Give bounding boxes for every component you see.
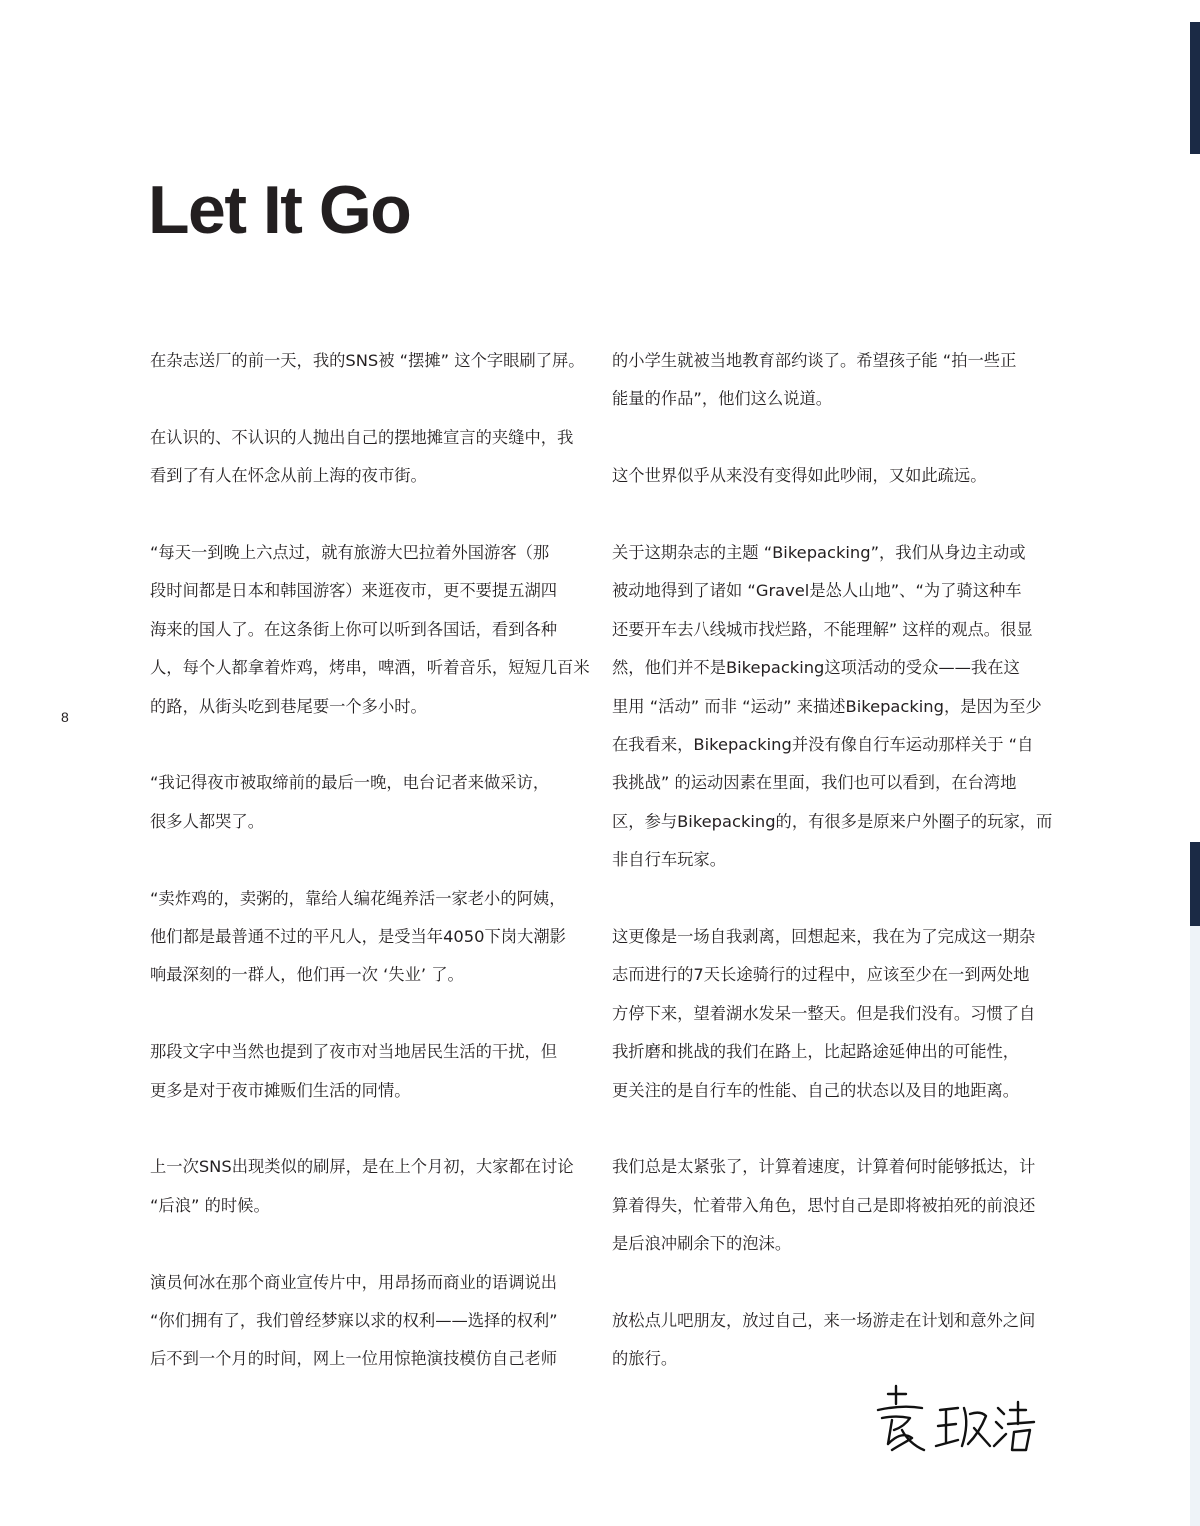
paragraph bbox=[150, 342, 590, 380]
paragraph bbox=[612, 457, 1052, 495]
text-line: 在我看来，Bikepacking并没有像自行车运动那样关于 “自 bbox=[612, 735, 1034, 755]
text-line: 响最深刻的一群人，他们再一次 ‘失业’ 了。 bbox=[150, 965, 464, 985]
text-line: 很多人都哭了。 bbox=[150, 811, 264, 831]
article-title: Let It Go bbox=[148, 172, 411, 248]
text-line: 我折磨和挑战的我们在路上，比起路途延伸出的可能性， bbox=[612, 1042, 1020, 1062]
page-edge-tab-top bbox=[1190, 22, 1200, 154]
text-line: 放松点儿吧朋友，放过自己，来一场游走在计划和意外之间 bbox=[612, 1311, 1036, 1331]
text-line: 然，他们并不是Bikepacking这项活动的受众——我在这 bbox=[612, 658, 1020, 678]
paragraph bbox=[150, 1264, 590, 1379]
page-number: 8 bbox=[61, 709, 69, 725]
text-line: 他们都是最普通不过的平凡人，是受当年4050下岗大潮影 bbox=[150, 927, 566, 947]
left-text-column bbox=[150, 342, 590, 1417]
text-line: 方停下来，望着湖水发呆一整天。但是我们没有。习惯了自 bbox=[612, 1003, 1036, 1023]
text-line: 段时间都是日本和韩国游客）来逛夜市，更不要提五湖四 bbox=[150, 581, 558, 601]
paragraph bbox=[612, 342, 1052, 419]
paragraph bbox=[150, 1033, 590, 1110]
text-line: 演员何冰在那个商业宣传片中，用昂扬而商业的语调说出 bbox=[150, 1272, 558, 1292]
page-edge-tint bbox=[1190, 926, 1200, 1526]
text-line: “后浪” 的时候。 bbox=[150, 1195, 270, 1215]
text-line: 被动地得到了诸如 “Gravel是怂人山地”、“为了骑这种车 bbox=[612, 581, 1022, 601]
text-line: 的旅行。 bbox=[612, 1349, 678, 1369]
text-line: “每天一到晚上六点过，就有旅游大巴拉着外国游客（那 bbox=[150, 543, 550, 562]
paragraph bbox=[150, 1148, 590, 1225]
text-line: 上一次SNS出现类似的刷屏，是在上个月初，大家都在讨论 bbox=[150, 1157, 574, 1177]
paragraph bbox=[612, 1148, 1052, 1263]
text-line: 关于这期杂志的主题 “Bikepacking”，我们从身边主动或 bbox=[612, 543, 1026, 562]
paragraph bbox=[150, 419, 590, 496]
paragraph bbox=[612, 1302, 1052, 1379]
text-line: 那段文字中当然也提到了夜市对当地居民生活的干扰，但 bbox=[150, 1042, 558, 1062]
text-line: 这个世界似乎从来没有变得如此吵闹，又如此疏远。 bbox=[612, 466, 987, 486]
text-line: 我挑战” 的运动因素在里面，我们也可以看到，在台湾地 bbox=[612, 773, 1017, 793]
text-line: 是后浪冲刷余下的泡沫。 bbox=[612, 1234, 792, 1254]
text-line: 区，参与Bikepacking的，有很多是原来户外圈子的玩家，而 bbox=[612, 811, 1053, 831]
text-line: 的路，从街头吃到巷尾要一个多小时。 bbox=[150, 696, 427, 716]
text-line: 我们总是太紧张了，计算着速度，计算着何时能够抵达，计 bbox=[612, 1157, 1036, 1177]
paragraph bbox=[612, 918, 1052, 1110]
text-line: “我记得夜市被取缔前的最后一晚，电台记者来做采访， bbox=[150, 773, 550, 793]
text-line: 在杂志送厂的前一天，我的SNS被 “摆摊” 这个字眼刷了屏。 bbox=[150, 351, 585, 370]
paragraph bbox=[150, 764, 590, 841]
paragraph bbox=[612, 534, 1052, 880]
text-line: 海来的国人了。在这条街上你可以听到各国话，看到各种 bbox=[150, 619, 558, 639]
paragraph bbox=[150, 534, 590, 726]
text-line: 在认识的、不认识的人抛出自己的摆地摊宣言的夹缝中，我 bbox=[150, 427, 574, 447]
right-text-column bbox=[612, 342, 1052, 1417]
text-line: 还要开车去八线城市找烂路，不能理解” 这样的观点。很显 bbox=[612, 619, 1033, 639]
text-line: 非自行车玩家。 bbox=[612, 850, 726, 870]
text-line: 后不到一个月的时间，网上一位用惊艳演技模仿自己老师 bbox=[150, 1349, 558, 1369]
text-line: 志而进行的7天长途骑行的过程中，应该至少在一到两处地 bbox=[612, 965, 1030, 985]
text-line: “卖炸鸡的，卖粥的，靠给人编花绳养活一家老小的阿姨， bbox=[150, 888, 566, 908]
text-line: 看到了有人在怀念从前上海的夜市街。 bbox=[150, 466, 427, 486]
text-line: “你们拥有了，我们曾经梦寐以求的权利——选择的权利” bbox=[150, 1311, 558, 1331]
text-line: 算着得失，忙着带入角色，思忖自己是即将被拍死的前浪还 bbox=[612, 1195, 1036, 1215]
page-edge-tab-middle bbox=[1190, 842, 1200, 926]
text-line: 这更像是一场自我剥离，回想起来，我在为了完成这一期杂 bbox=[612, 927, 1036, 947]
paragraph bbox=[150, 880, 590, 995]
text-line: 能量的作品”，他们这么说道。 bbox=[612, 389, 833, 409]
text-line: 人，每个人都拿着炸鸡，烤串，啤酒，听着音乐，短短几百米 bbox=[150, 658, 590, 678]
text-line: 更关注的是自行车的性能、自己的状态以及目的地距离。 bbox=[612, 1080, 1020, 1100]
signature-handwritten bbox=[866, 1380, 1046, 1460]
text-line: 的小学生就被当地教育部约谈了。希望孩子能 “拍一些正 bbox=[612, 351, 1017, 370]
text-line: 更多是对于夜市摊贩们生活的同情。 bbox=[150, 1080, 411, 1100]
text-line: 里用 “活动” 而非 “运动” 来描述Bikepacking，是因为至少 bbox=[612, 696, 1042, 716]
